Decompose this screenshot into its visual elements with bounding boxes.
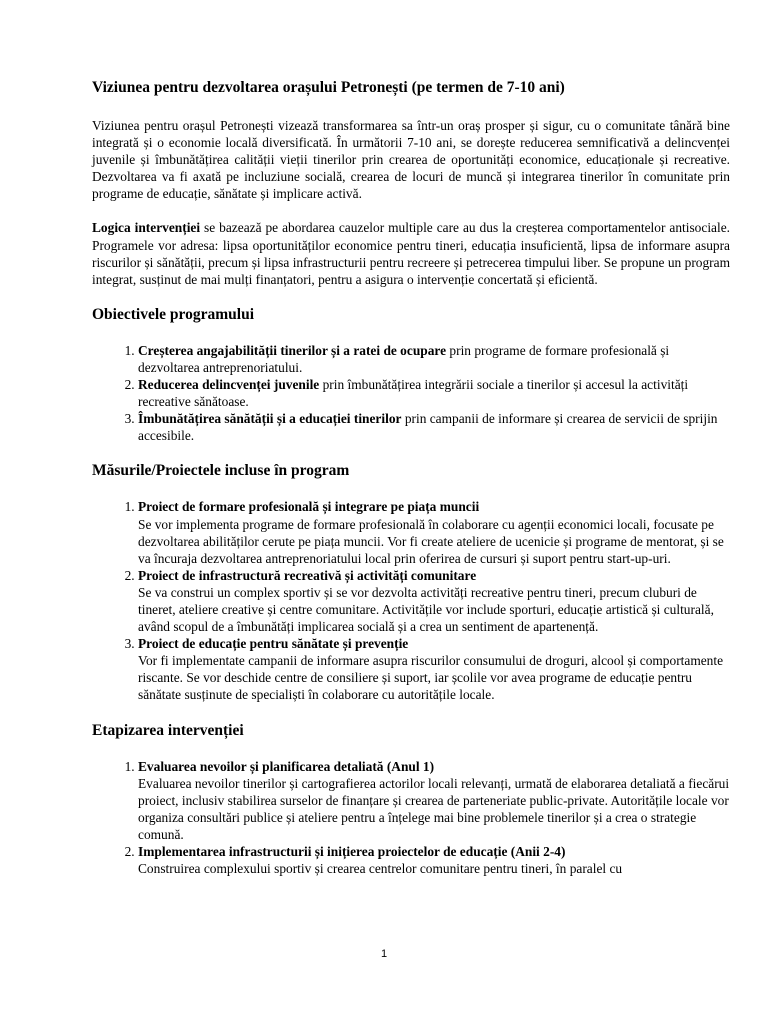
stage-title: Implementarea infrastructurii și inițierea proiectelor de educație (Anii 2-4)	[138, 844, 566, 859]
list-item	[138, 498, 730, 566]
measure-title: Proiect de educație pentru sănătate și prevenție	[138, 636, 409, 652]
list-item	[138, 758, 730, 843]
logic-paragraph	[92, 219, 730, 287]
stage-text: Evaluarea nevoilor tinerilor și cartografierea actorilor locali relevanți, urmată de elaborarea detaliată a fiecărui proiect, inclusiv stabilirea surselor de finanțare și crearea de parteneriate public-private. Autoritățile locale vor organiza consultări publice și ateliere pentru a înțelege mai bine problemele tinerilor și a crea o strategie comună.	[138, 775, 730, 842]
list-item	[138, 567, 730, 635]
page-number: 1	[380, 948, 388, 960]
objectives-list	[92, 342, 730, 445]
stages-list	[92, 758, 730, 878]
objective-title: Îmbunătățirea sănătății și a educației tinerilor	[138, 411, 402, 427]
stages-heading: Etapizarea intervenției	[92, 721, 244, 739]
list-item	[138, 635, 730, 703]
measure-text: Vor fi implementate campanii de informare asupra riscurilor consumului de droguri, alcool și comportamente riscante. Se vor deschide centre de consiliere și suport, iar școlile vor avea programe de educație pentru sănătate susținute de specialiști în colaborare cu autoritățile locale.	[138, 653, 724, 703]
objective-text: prin campanii de informare și crearea de servicii de sprijin accesibile.	[138, 411, 718, 444]
list-item	[138, 342, 730, 376]
intro-paragraph: Viziunea pentru orașul Petronești vizează transformarea sa într-un oraș prosper și sigur, cu o comunitate tânără bine integrată și o economie locală diversificată. În următorii 7-10 ani, se dorește reducerea semnificativă a delincvenței juvenile și îmbunătățirea calității vieții tinerilor prin crearea de oportunități economice, educaționale și recreative. Dezvoltarea va fi axată pe incluziune socială, crearea de locuri de muncă și integrarea tinerilor în comunitate prin programe de educație, sănătate și implicare activă.	[92, 118, 730, 202]
objective-title: Creșterea angajabilității tinerilor și a ratei de ocupare	[138, 342, 447, 358]
measure-title: Proiect de formare profesională și integrare pe piața muncii	[138, 499, 480, 515]
objective-text: prin îmbunătățirea integrării sociale a tinerilor și accesul la activități recreative sănătoase.	[138, 377, 689, 410]
objective-text: prin programe de formare profesională și dezvoltarea antreprenoriatului.	[138, 342, 670, 375]
objective-title: Reducerea delincvenței juvenile	[138, 377, 320, 393]
document-page	[92, 78, 730, 894]
measure-title: Proiect de infrastructură recreativă și activități comunitare	[138, 567, 477, 583]
logic-bold: Logica intervenției	[92, 220, 201, 236]
stage-text: Construirea complexului sportiv și crearea centrelor comunitare pentru tineri, în paralel cu	[138, 861, 623, 877]
measures-list	[92, 498, 730, 703]
list-item	[138, 376, 730, 410]
logic-text: se bazează pe abordarea cauzelor multiple care au dus la creșterea comportamentelor antisociale. Programele vor adresa: lipsa oportunităților economice pentru tineri, educația insuficientă, lipsa de informare asupra riscurilor și sănătății, precum și lipsa infrastructurii pentru recreere și petrecerea timpului liber. Se propune un program integrat, susținut de mai mulți finanțatori, pentru a asigura o intervenție concertată și eficientă.	[92, 220, 730, 287]
list-item	[138, 410, 730, 444]
objectives-heading: Obiectivele programului	[92, 305, 255, 323]
list-item	[138, 843, 730, 877]
measure-text: Se va construi un complex sportiv și se vor dezvolta activități recreative pentru tineri, precum cluburi de tineret, ateliere creative și centre comunitare. Activitățile vor include sporturi, educație artistică și culturală, având scopul de a îmbunătăți implicarea socială și a crea un sentiment de apartenență.	[138, 584, 714, 635]
stage-title: Evaluarea nevoilor și planificarea detaliată (Anul 1)	[138, 758, 435, 774]
measures-heading: Măsurile/Proiectele incluse în program	[92, 462, 350, 480]
measure-text: Se vor implementa programe de formare profesională în colaborare cu agenții economici locali, focusate pe dezvoltarea abilităților cerute pe piața muncii. Vor fi create ateliere de ucenicie și programe de mentorat, și se va încuraja dezvoltarea antreprenoriatului local prin oferirea de cursuri și suport pentru start-up-uri.	[138, 516, 724, 566]
document-title: Viziunea pentru dezvoltarea orașului Petronești (pe termen de 7-10 ani)	[92, 79, 565, 96]
